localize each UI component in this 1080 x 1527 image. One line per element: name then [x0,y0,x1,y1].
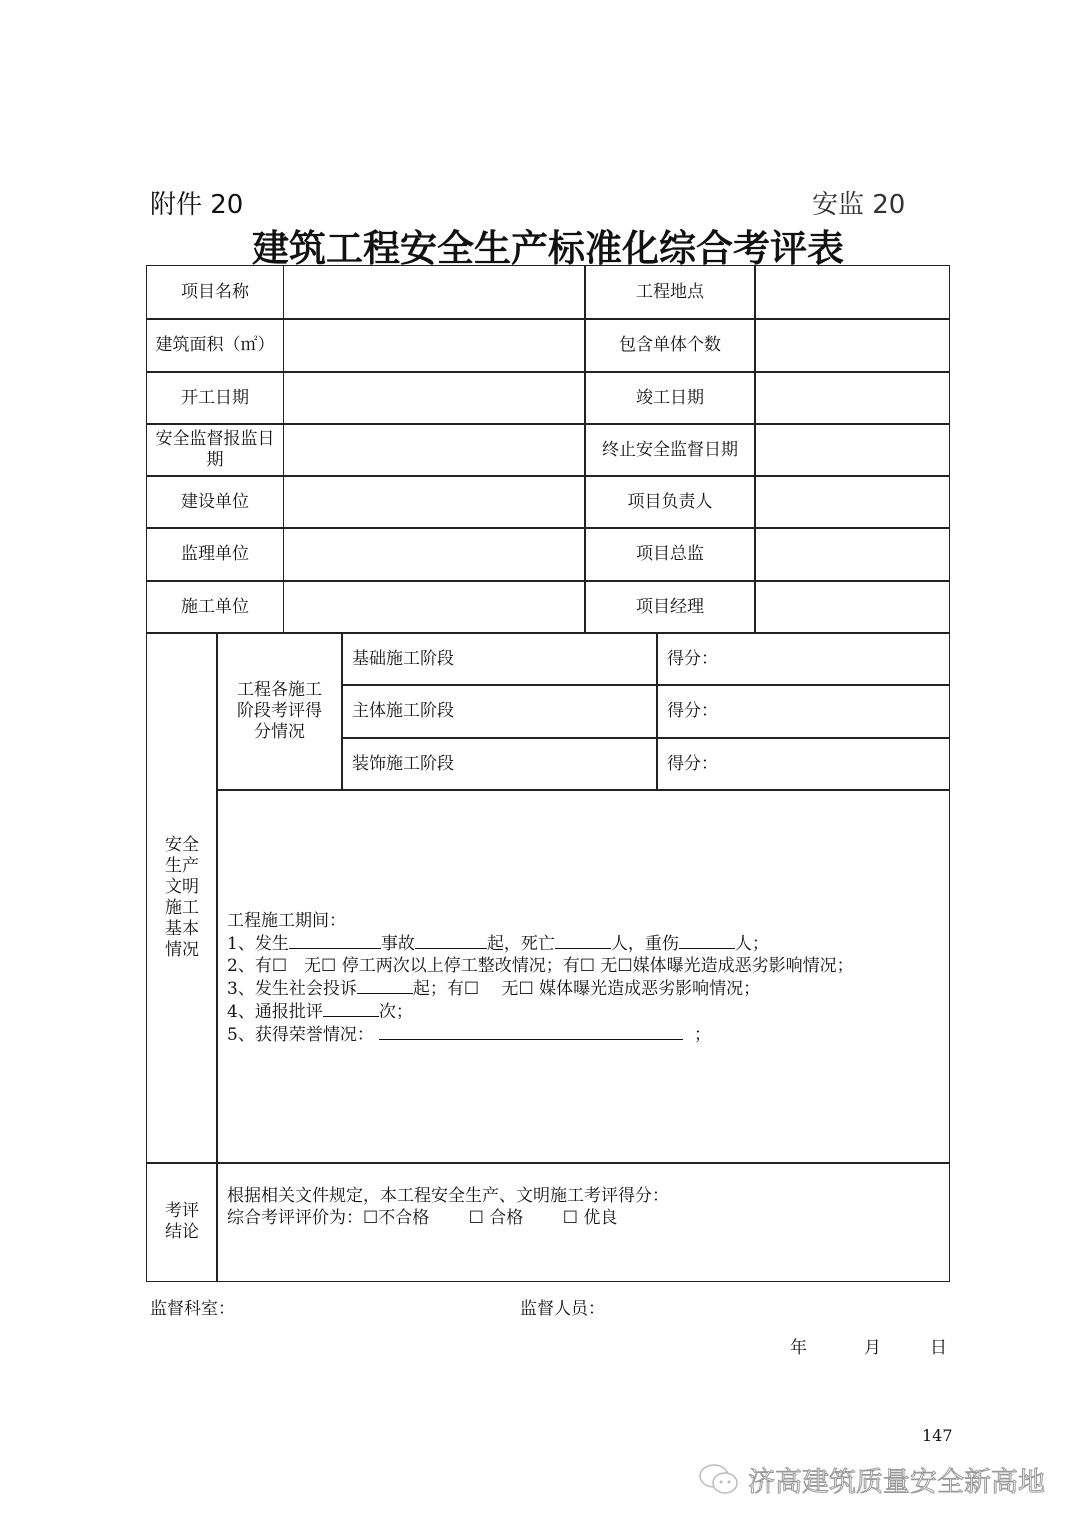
conclusion-rating[interactable]: 综合考评评价为：☐不合格 ☐ 合格 ☐ 优良 [227,1208,618,1228]
honor-blank[interactable] [379,1023,683,1040]
field-label: 项目总监 [584,527,756,582]
form-code: 安监 20 [812,190,906,220]
situation-cell [216,789,950,1164]
criticism-count-blank[interactable] [323,1000,379,1017]
field-label: 项目负责人 [584,475,756,529]
text: 1、发生 [227,934,289,954]
accident-type-blank[interactable] [289,932,381,949]
text: 起，死亡 [486,934,555,954]
section-label: 安全生产文明施工基本情况 [146,632,218,1164]
field-label: 终止安全监督日期 [584,423,756,477]
field-value[interactable] [283,265,586,320]
field-value[interactable] [754,423,950,477]
accident-count-blank[interactable] [415,932,487,949]
field-label: 工程地点 [584,265,756,320]
text: 人，重伤 [610,934,679,954]
field-label: 安全监督报监日期 [146,423,284,477]
field-value[interactable] [283,580,586,634]
stage-score[interactable]: 得分： [656,632,950,686]
field-value[interactable] [754,475,950,529]
text: 3、发生社会投诉 [227,979,357,999]
field-label: 竣工日期 [584,371,756,425]
field-value[interactable] [283,423,586,477]
period-title: 工程施工期间： [227,911,346,931]
text: 起；有☐ 无☐ 媒体曝光造成恶劣影响情况； [412,979,761,999]
conclusion-label: 考评结论 [146,1162,218,1282]
text: 5、获得荣誉情况： [227,1025,374,1045]
year-label: 年 [790,1338,807,1358]
text: 事故 [380,934,415,954]
field-label: 开工日期 [146,371,284,425]
field-value[interactable] [283,371,586,425]
field-label: 监理单位 [146,527,284,582]
field-label: 建设单位 [146,475,284,529]
stage-score[interactable]: 得分： [656,684,950,739]
text: 人； [734,934,769,954]
injury-count-blank[interactable] [679,932,735,949]
attachment-label: 附件 20 [150,190,244,220]
field-value[interactable] [754,580,950,634]
field-value[interactable] [283,527,586,582]
field-value[interactable] [754,318,950,373]
wechat-icon [698,1462,740,1496]
text: 次； [378,1002,413,1022]
watermark: 济高建筑质量安全新高地 [748,1467,1045,1498]
field-value[interactable] [754,527,950,582]
field-label: 项目经理 [584,580,756,634]
stage-name: 主体施工阶段 [341,684,658,739]
conclusion-cell [216,1162,950,1282]
field-label: 项目名称 [146,265,284,320]
death-count-blank[interactable] [555,932,611,949]
stage-name: 基础施工阶段 [341,632,658,686]
staff-label: 监督人员： [520,1299,605,1319]
page-number: 147 [922,1426,953,1445]
text: 4、通报批评 [227,1002,323,1022]
field-value[interactable] [283,475,586,529]
month-label: 月 [864,1338,881,1358]
complaint-count-blank[interactable] [357,977,413,994]
field-value[interactable] [754,371,950,425]
line-2: 2、有☐ 无☐ 停工两次以上停工整改情况；有☐ 无☐媒体曝光造成恶劣影响情况； [227,956,854,976]
stage-label: 工程各施工阶段考评得分情况 [216,632,343,791]
field-label: 包含单体个数 [584,318,756,373]
stage-name: 装饰施工阶段 [341,737,658,791]
conclusion-line-1: 根据相关文件规定，本工程安全生产、文明施工考评得分： [227,1186,669,1206]
field-value[interactable] [754,265,950,320]
page-title: 建筑工程安全生产标准化综合考评表 [252,227,844,270]
stage-score[interactable]: 得分： [656,737,950,791]
text: ； [694,1025,712,1045]
field-value[interactable] [283,318,586,373]
office-label: 监督科室： [150,1299,235,1319]
field-label: 建筑面积（㎡） [146,318,284,373]
day-label: 日 [930,1338,947,1358]
field-label: 施工单位 [146,580,284,634]
